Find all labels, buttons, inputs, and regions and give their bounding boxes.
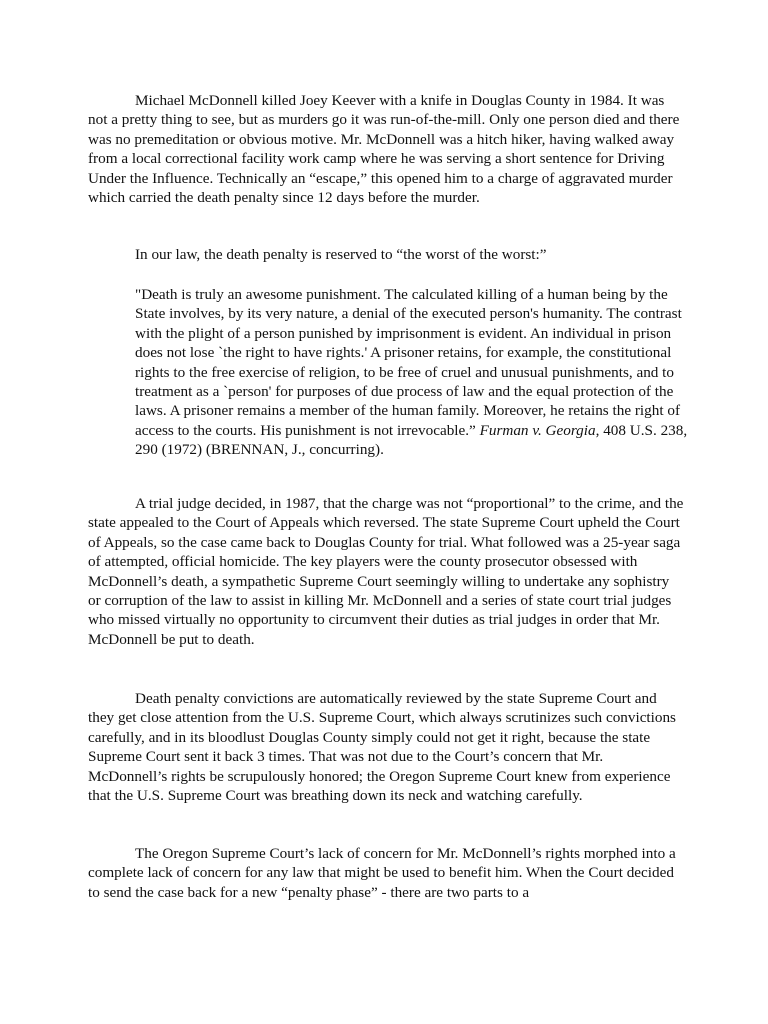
paragraph-2: In our law, the death penalty is reserved to “the worst of the worst:” <box>135 246 547 263</box>
paragraph-4: Death penalty convictions are automatically reviewed by the state Supreme Court and they get close attention from the U.S. Supreme Court, which always scrutinizes such convictions carefully, and in its bloodlust Douglas County simply could not get it right, because the state Supreme Court sent it back 3 times. That was not due to the Court’s concern that Mr. McDonnell’s rights be scrupulously honored; the Oregon Supreme Court knew from experience that the U.S. Supreme Court was breathing down its neck and watching carefully. <box>88 690 676 805</box>
paragraph-5: The Oregon Supreme Court’s lack of concern for Mr. McDonnell’s rights morphed into a complete lack of concern for any law that might be used to benefit him. When the Court decided to send the case back for a new “penalty phase” - there are two parts to a <box>88 845 676 901</box>
quote-text: "Death is truly an awesome punishment. The calculated killing of a human being by the State involves, by its very nature, a denial of the executed person's humanity. The contrast with the plight of a person punished by imprisonment is evident. An individual in prison does not lose `the right to have rights.' A prisoner retains, for example, the constitutional rights to the free exercise of religion, to be free of cruel and unusual punishments, and to treatment as a `person' for purposes of due process of law and the equal protection of the laws. A prisoner remains a member of the human family. Moreover, he retains the right of access to the courts. His punishment is not irrevocable.” <box>135 286 682 439</box>
paragraph-1: Michael McDonnell killed Joey Keever with a knife in Douglas County in 1984. It was not a pretty thing to see, but as murders go it was run-of-the-mill. Only one person died and there was no premeditation or obvious motive. Mr. McDonnell was a hitch hiker, having walked away from a local correctional facility work camp where he was serving a short sentence for Driving Under the Influence. Technically an “escape,” this opened him to a charge of aggravated murder which carried the death penalty since 12 days before the murder. <box>88 92 680 207</box>
case-name: Furman v. Georgia <box>479 421 596 439</box>
paragraph-3: A trial judge decided, in 1987, that the charge was not “proportional” to the crime, and the state appealed to the Court of Appeals which reversed. The state Supreme Court upheld the Court of Appeals, so the case came back to Douglas County for trial. What followed was a 25-year saga of attempted, official homicide. The key players were the county prosecutor obsessed with McDonnell’s death, a sympathetic Supreme Court seemingly willing to undertake any sophistry or corruption of the law to assist in killing Mr. McDonnell and a series of state court trial judges who missed virtually no opportunity to circumvent their duties as trial judges in order that Mr. McDonnell be put to death. <box>88 495 684 648</box>
block-quote <box>135 285 691 460</box>
case-citation: , 408 U.S. 238, 290 (1972) (BRENNAN, J., concurring). <box>135 421 688 459</box>
